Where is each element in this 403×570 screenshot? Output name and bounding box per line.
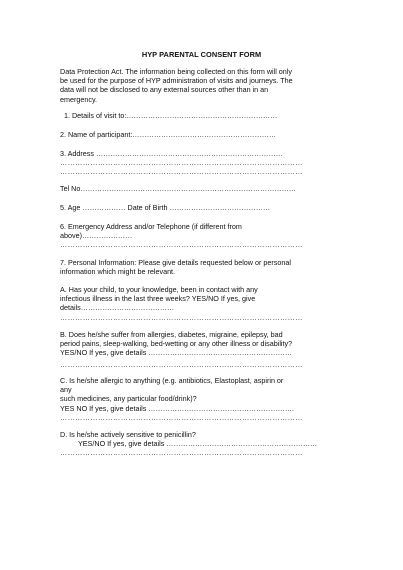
address-field xyxy=(60,149,350,177)
address-line: …………………………………………………………………………………… xyxy=(60,167,303,177)
question-d xyxy=(60,430,350,458)
notice-line: Data Protection Act. The information being collected on this form will only xyxy=(60,67,292,76)
question-a-text: infectious illness in the last three weeks? YES/NO If yes, give xyxy=(60,294,256,304)
personal-information-section xyxy=(60,258,350,276)
question-c xyxy=(60,376,350,422)
notice-line: be used for the purpose of HYP administration of visits and journeys. The xyxy=(60,76,293,86)
question-d-line: …………………………………………………………………………………… xyxy=(60,448,303,458)
emergency-label: 6. Emergency Address and/or Telephone (if different from xyxy=(60,222,242,231)
question-b xyxy=(60,330,350,369)
question-c-text: C. Is he/she allergic to anything (e.g. antibiotics, Elastoplast, aspirin or xyxy=(60,376,284,385)
question-b-text: YES/NO If yes, give details …………………………………………………… xyxy=(60,348,293,358)
age-dob-field: 5. Age ……………… Date of Birth …………………………………… xyxy=(60,203,271,212)
page-title: HYP PARENTAL CONSENT FORM xyxy=(141,50,262,59)
question-a-line: …………………………………………………………………………………… xyxy=(60,312,303,322)
question-d-text: D. Is he/she actively sensitive to penicillin? xyxy=(60,430,196,439)
emergency-contact-field xyxy=(60,222,350,250)
question-b-line: …………………………………………………………………………………… xyxy=(60,359,303,369)
question-a-text: A. Has your child, to your knowledge, been in contact with any xyxy=(60,285,258,294)
address-label: 3. Address …………………………………………………………………… xyxy=(60,149,283,158)
address-line: …………………………………………………………………………………… xyxy=(60,158,303,168)
question-c-text: YES NO If yes, give details ……………………………………………………. xyxy=(60,403,295,413)
personal-info-text: information which might be relevant. xyxy=(60,267,176,277)
question-c-text: such medicines, any particular food/drink)? xyxy=(60,394,197,404)
tel-no-field: Tel No……………………………………………………………………………… xyxy=(60,184,296,193)
personal-info-text: 7. Personal Information: Please give details requested below or personal xyxy=(60,258,291,267)
question-a xyxy=(60,285,350,322)
question-b-text: B. Does he/she suffer from allergies, diabetes, migraine, epilepsy, bad xyxy=(60,330,283,339)
participant-name-field: 2. Name of participant:…………………………………………………… xyxy=(60,130,277,139)
emergency-line: …………………………………………………………………………………… xyxy=(60,240,303,250)
notice-line: data will not be disclosed to any external sources other than in an xyxy=(60,85,269,95)
question-c-line: …………………………………………………………………………………… xyxy=(60,412,303,422)
question-a-text: details………………………………… xyxy=(60,303,175,313)
question-b-text: period pains, sleep-walking, bed-wetting or any other illness or disability? xyxy=(60,339,293,349)
question-c-text: any xyxy=(60,385,72,395)
notice-line: emergency. xyxy=(60,94,98,104)
question-d-text: YES/NO If yes, give details ……………………………………………………… xyxy=(78,439,318,449)
data-protection-notice xyxy=(60,67,350,104)
emergency-label: above)………………… xyxy=(60,231,133,241)
visit-details-field: 1. Details of visit to:……………………………………………………… xyxy=(64,111,278,120)
